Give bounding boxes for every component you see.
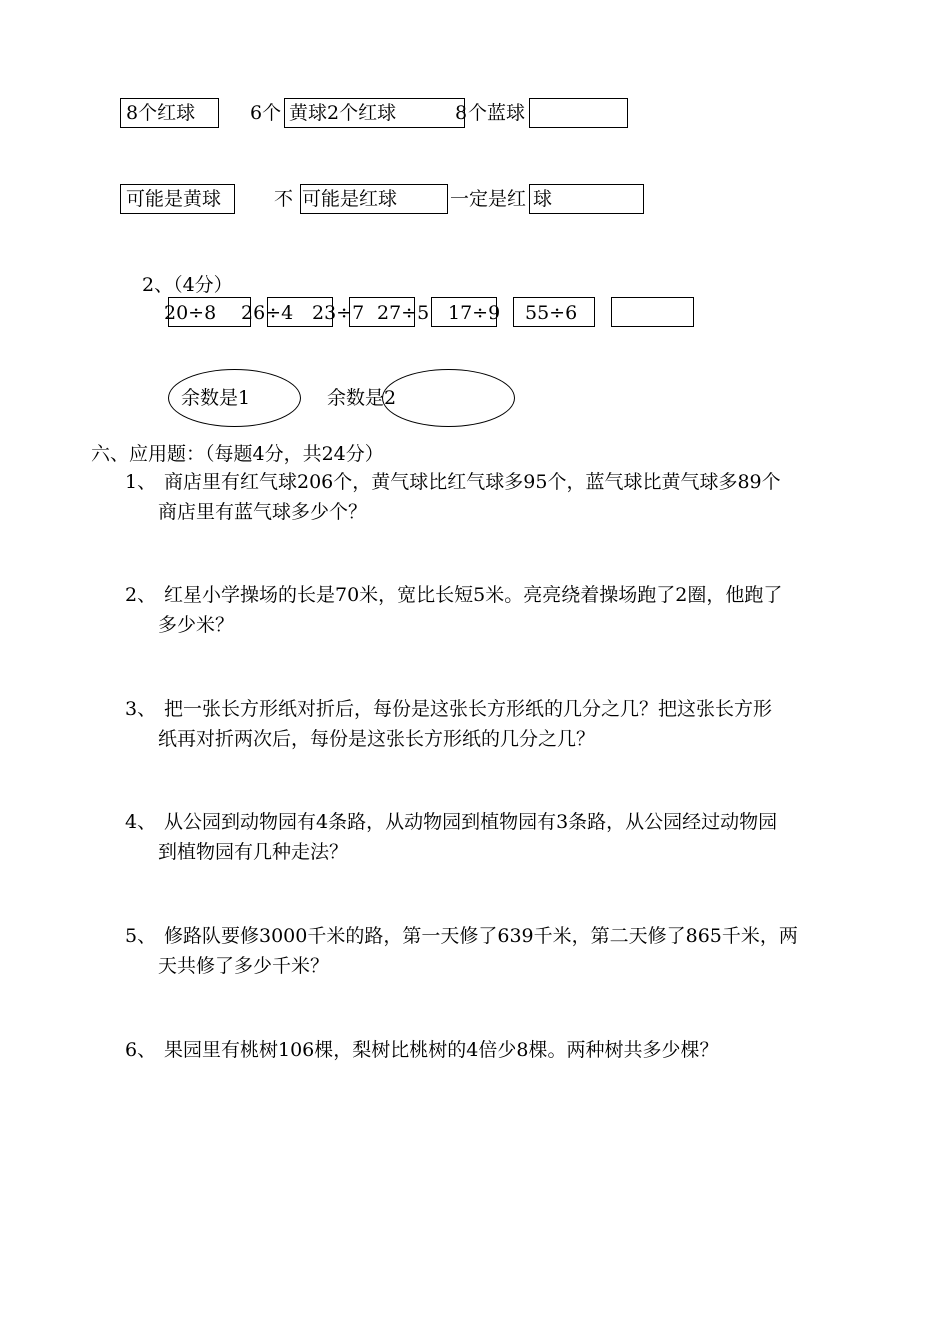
problem-3-number: 3、 (125, 698, 157, 720)
expr-5: 17÷9 (448, 302, 501, 324)
section-6-heading: 六、应用题：（每题4分，共24分） (91, 443, 384, 465)
problem-6-number: 6、 (125, 1039, 157, 1061)
problem-4-number: 4、 (125, 811, 157, 833)
problem-1-text (158, 467, 878, 527)
possibility-label-3-prefix: 一定是红 (450, 188, 527, 210)
problem-5-text (158, 921, 878, 981)
problem-1-line-2: 商店里有蓝气球多少个？ (158, 501, 368, 523)
problem-1-line-1: 商店里有红气球206个，黄气球比红气球多95个，蓝气球比黄气球多89个 (164, 471, 781, 493)
possibility-label-2-prefix: 不 (274, 188, 294, 210)
ball-label-2-rest: 黄球2个红球 (289, 102, 397, 124)
ball-label-1: 8个红球 (126, 102, 196, 124)
expr-3: 23÷7 (312, 302, 365, 324)
problem-5-line-2: 天共修了多少千米？ (158, 955, 330, 977)
expr-4: 27÷5 (377, 302, 430, 324)
problem-2-line-2: 多少米？ (158, 614, 235, 636)
ball-label-3-prefix: 8 (455, 102, 468, 124)
problem-6-text (158, 1035, 878, 1065)
possibility-label-3-rest: 球 (533, 188, 553, 210)
ball-label-3-rest: 个蓝球 (468, 102, 526, 124)
remainder-label-2: 余数是2 (327, 387, 397, 409)
problem-3-line-2: 纸再对折两次后，每份是这张长方形纸的几分之几？ (158, 728, 596, 750)
problem-2-text (158, 580, 878, 640)
problem-4-line-2: 到植物园有几种走法？ (158, 841, 349, 863)
remainder-oval-2 (382, 369, 515, 427)
problem-5-line-1: 修路队要修3000千米的路，第一天修了639千米，第二天修了865千米，两 (164, 925, 798, 947)
problem-2-line-1: 红星小学操场的长是70米，宽比长短5米。亮亮绕着操场跑了2圈，他跑了 (164, 584, 783, 606)
problem-6-line-1: 果园里有桃树106棵，梨树比桃树的4倍少8棵。两种树共多少棵？ (164, 1039, 719, 1061)
problem-1-number: 1、 (125, 471, 157, 493)
expr-1: 20÷8 (164, 302, 217, 324)
problem-3-line-1: 把一张长方形纸对折后，每份是这张长方形纸的几分之几？把这张长方形 (164, 698, 773, 720)
problem-5-number: 5、 (125, 925, 157, 947)
section-2-heading: 2、（4分） (142, 274, 233, 296)
problem-3-text (158, 694, 878, 754)
expr-6: 55÷6 (525, 302, 578, 324)
ball-box-3 (529, 98, 628, 128)
problem-4-line-1: 从公园到动物园有4条路，从动物园到植物园有3条路，从公园经过动物园 (164, 811, 778, 833)
problem-4-text (158, 807, 878, 867)
expr-2: 26÷4 (241, 302, 294, 324)
ball-label-2-prefix: 6个 (250, 102, 282, 124)
possibility-label-1: 可能是黄球 (126, 188, 222, 210)
remainder-label-1: 余数是1 (181, 387, 251, 409)
possibility-label-2-rest: 可能是红球 (302, 188, 398, 210)
problem-2-number: 2、 (125, 584, 157, 606)
expr-box-6 (611, 297, 694, 327)
